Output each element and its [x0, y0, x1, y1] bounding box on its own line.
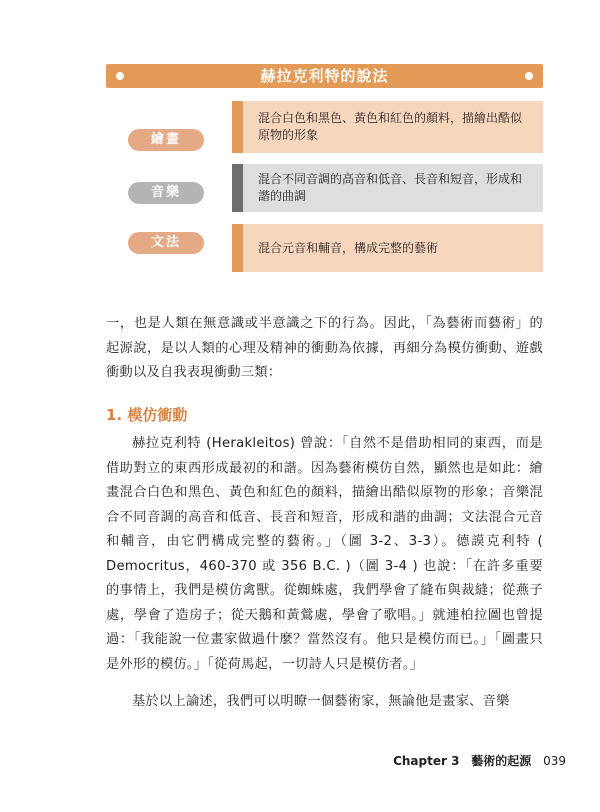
chapter-title: 藝術的起源	[471, 754, 532, 768]
diagram-row-grammar	[106, 224, 543, 272]
row-content-box	[232, 164, 543, 212]
section-heading: 1. 模仿衝動	[106, 406, 188, 424]
row-content-box	[232, 224, 543, 272]
page-footer	[393, 752, 566, 769]
row-content-box	[232, 101, 543, 153]
row-text: 混合元音和輔音，構成完整的藝術	[258, 240, 439, 255]
row-text: 混合不同音調的高音和低音、長音和短音，形成和諧的曲調	[258, 172, 523, 203]
row-label: 繪畫	[128, 129, 204, 151]
body-paragraph: 一，也是人類在無意識或半意識之下的行為。因此，「為藝術而藝術」的起源說，是以人類的心理及精神的衝動為依據，再細分為模仿衝動、遊戲衝動以及自我表現衝動三類：	[106, 316, 543, 380]
bullet-dot-icon	[525, 72, 533, 80]
page-number: 039	[543, 754, 566, 768]
chapter-number: Chapter 3	[393, 754, 460, 768]
row-label: 音樂	[128, 182, 204, 204]
body-paragraph: 基於以上論述，我們可以明瞭一個藝術家，無論他是畫家、音樂	[132, 694, 510, 709]
diagram-row-painting	[106, 101, 543, 153]
diagram-title: 赫拉克利特的說法	[260, 67, 389, 85]
body-paragraph: 赫拉克利特 (Herakleitos) 曾說：「自然不是借助相同的東西，而是借助對立的東西形成最初的和諧。因為藝術模仿自然，顯然也是如此：繪畫混合白色和黑色、黃色和紅色的顏料，描繪出酷似原物的形象；音樂混合不同音調的高音和低音、長音和短音，形成和諧的曲調；文法混合元音和輔音，由它們構成完整的藝術。」（圖 3-2、3-3）。德謨克利特 ( Democritus，460-370 或 356 B.C. )（圖 3-4 ) 也說：「在許多重要的事情上，我們是模仿禽獸。從蜘蛛處，我們學會了縫布與裁縫；從燕子處，學會了造房子；從天鵝和黃鶯處，學會了歌唱。」就連柏拉圖也曾提過：「我能說一位畫家做過什麼？當然沒有。他只是模仿而已。」「圖畫只是外形的模仿。」「從荷馬起，一切詩人只是模仿者。」	[106, 436, 543, 672]
diagram-row-music	[106, 164, 543, 212]
row-text: 混合白色和黑色、黃色和紅色的顏料，描繪出酷似原物的形象	[258, 111, 523, 142]
diagram-title-banner	[106, 64, 543, 88]
row-label: 文法	[128, 232, 204, 254]
